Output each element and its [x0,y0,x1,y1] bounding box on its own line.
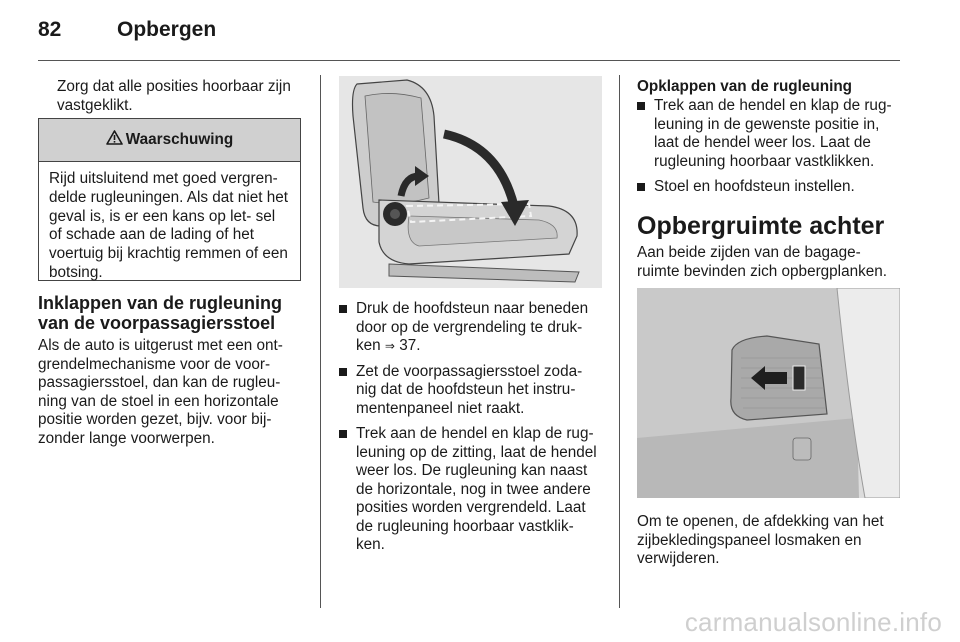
watermark: carmanualsonline.info [684,607,942,637]
page-number: 82 [38,18,62,41]
list-item-text: Druk de hoofdsteun naar beneden door op de vergrendeling te druk- ken [356,300,589,354]
section-heading: Opbergruimte achter [637,212,885,240]
intro-text: Zorg dat alle posities hoorbaar zijn vastgeklikt. [57,78,291,114]
list-item [637,178,907,197]
square-bullet-icon [339,368,347,376]
section-intro: Aan beide zijden van de bagage- ruimte bevinden zich opbergplanken. [637,244,888,280]
warning-triangle-icon [106,130,123,150]
subheading: Opklappen van de rugleuning [637,78,853,95]
list-item-text: Stoel en hoofdsteun instellen. [654,178,855,195]
list-item [339,425,604,555]
square-bullet-icon [339,305,347,313]
steps-list [339,300,604,562]
warning-body: Rijd uitsluitend met goed vergren- delde rugleuningen. Als dat niet het geval is, is er een kans op let- sel of schade aan de lading of het voertuig bij krachtig remmen of een botsing. [49,170,288,281]
warning-title: Waarschuwing [125,131,234,148]
list-item-text: Trek aan de hendel en klap de rug- leuning in de gewenste positie in, laat de hendel weer los. Laat de rugleuning hoorbaar vastklikken. [654,97,892,170]
list-item-text: Trek aan de hendel en klap de rug- leuning op de zitting, laat de hendel weer los. De rugleuning kan naast de horizontale, nog in twee andere posities worden vergrendeld. Laat de rugleuning hoorbaar vastklik- ken. [356,425,597,553]
storage-figure [637,288,900,498]
column-divider [320,75,321,608]
figure-caption: Om te openen, de afdekking van het zijbekledingspaneel losmaken en verwijderen. [637,513,884,567]
seat-figure [339,76,602,288]
list-item [339,300,604,356]
section-heading: Inklappen van de rugleuning van de voorpassagiersstoel [38,293,283,333]
list-item-text: Zet de voorpassagiersstoel zoda- nig dat de hoofdsteun het instru- mentenpaneel niet raakt. [356,362,583,417]
page-reference: 37. [399,337,421,354]
square-bullet-icon [637,102,645,110]
warning-box [38,118,301,281]
list-item [637,97,907,171]
column-divider [619,75,620,608]
square-bullet-icon [637,183,645,191]
chapter-title: Opbergen [117,18,217,41]
header-rule [38,60,900,61]
square-bullet-icon [339,430,347,438]
section-paragraph: Als de auto is uitgerust met een ont- grendelmechanisme voor de voor- passagiersstoel, dan kan de rugleu- ning van de stoel in een horizontale positie worden gezet, bijv. voor bij- zonder lange voorwerpen. [38,337,283,447]
list-item [339,363,604,419]
unfold-list [637,97,907,204]
arrow-reference-icon: ⇒ [384,339,395,353]
warning-header [39,119,300,162]
